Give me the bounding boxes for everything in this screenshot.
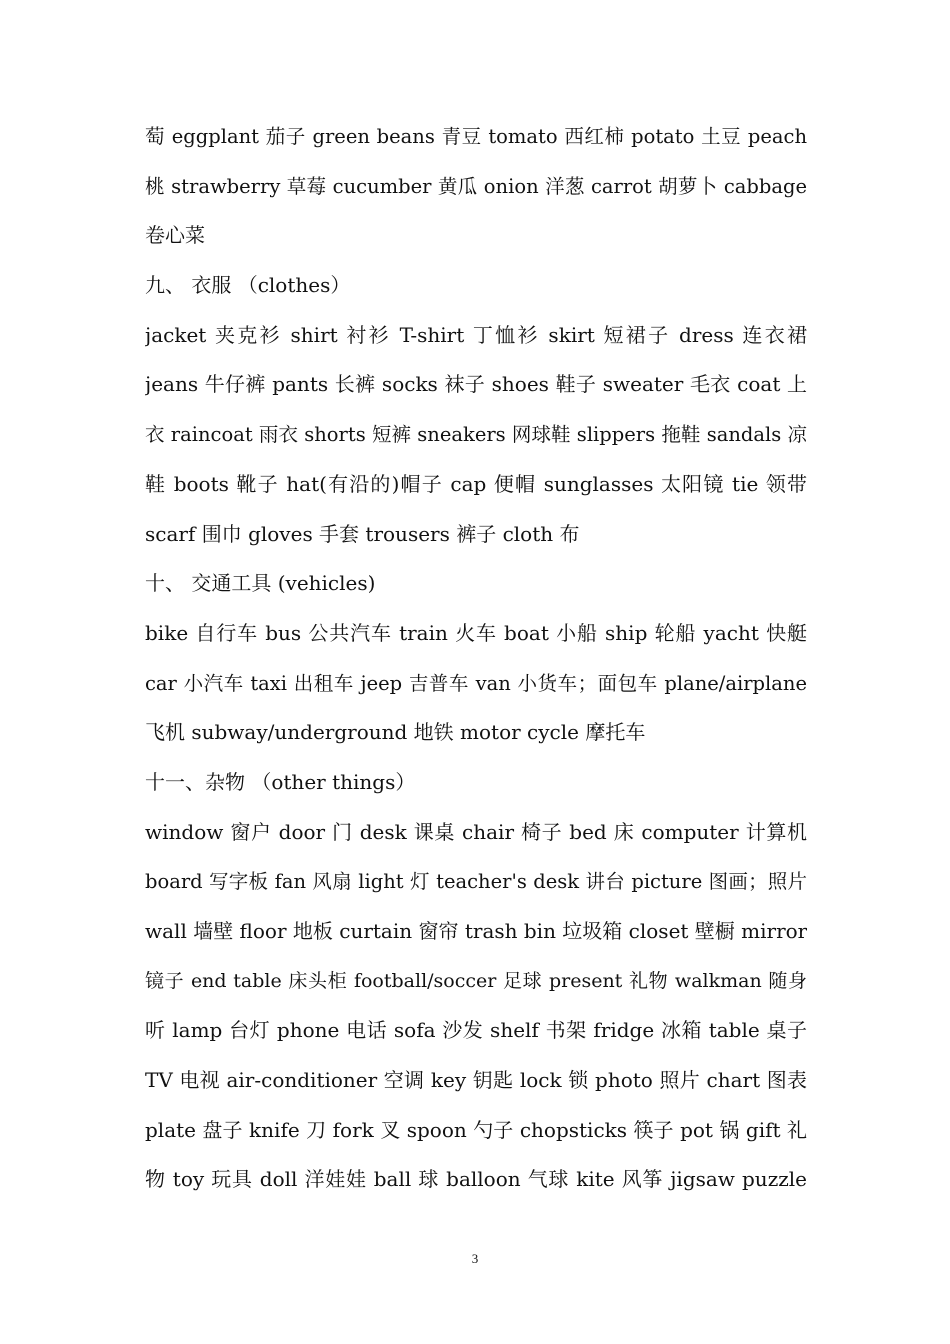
text-line: 物 toy 玩具 doll 洋娃娃 ball 球 balloon 气球 kite 风筝 jigsaw puzzle (145, 1167, 807, 1192)
text-line: 九、 衣服 （clothes） (145, 273, 351, 298)
text-line: wall 墙壁 floor 地板 curtain 窗帘 trash bin 垃圾箱 closet 壁橱 mirror (145, 919, 807, 943)
text-line: jacket 夹克衫 shirt 衬衫 T-shirt 丁恤衫 skirt 短裙子 dress 连衣裙 (145, 322, 807, 347)
page-number: 3 (471, 1251, 479, 1266)
text-line: 飞机 subway/underground 地铁 motor cycle 摩托车 (145, 720, 646, 745)
text-line: 桃 strawberry 草莓 cucumber 黄瓜 onion 洋葱 carrot 胡萝卜 cabbage (145, 174, 807, 198)
text-line: 卷心菜 (145, 223, 205, 248)
text-line: 衣 raincoat 雨衣 shorts 短裤 sneakers 网球鞋 slippers 拖鞋 sandals 凉 (145, 423, 807, 447)
text-line: 鞋 boots 靴子 hat(有沿的)帽子 cap 便帽 sunglasses 太阳镜 tie 领带 (145, 471, 807, 496)
text-line: TV 电视 air-conditioner 空调 key 钥匙 lock 锁 photo 照片 chart 图表 (145, 1068, 807, 1093)
text-line: 十、 交通工具 (vehicles) (145, 571, 376, 596)
text-line: jeans 牛仔裤 pants 长裤 socks 袜子 shoes 鞋子 sweater 毛衣 coat 上 (145, 372, 807, 397)
text-line: plate 盘子 knife 刀 fork 叉 spoon 勺子 chopsticks 筷子 pot 锅 gift 礼 (145, 1117, 807, 1142)
text-line: 十一、杂物 （other things） (145, 769, 416, 794)
text-line: 萄 eggplant 茄子 green beans 青豆 tomato 西红柿 potato 土豆 peach (145, 125, 807, 148)
text-line: bike 自行车 bus 公共汽车 train 火车 boat 小船 ship 轮船 yacht 快艇 (145, 620, 807, 645)
text-line: car 小汽车 taxi 出租车 jeep 吉普车 van 小货车；面包车 plane/airplane (145, 671, 807, 695)
text-line: scarf 围巾 gloves 手套 trousers 裤子 cloth 布 (145, 521, 580, 546)
text-line: window 窗户 door 门 desk 课桌 chair 椅子 bed 床 computer 计算机 (145, 819, 807, 844)
text-line: 镜子 end table 床头柜 football/soccer 足球 present 礼物 walkman 随身 (145, 969, 807, 992)
text-line: 听 lamp 台灯 phone 电话 sofa 沙发 shelf 书架 fridge 冰箱 table 桌子 (145, 1018, 807, 1043)
vocabulary-text-block (145, 112, 807, 1205)
text-line: board 写字板 fan 风扇 light 灯 teacher's desk 讲台 picture 图画；照片 (145, 870, 807, 894)
